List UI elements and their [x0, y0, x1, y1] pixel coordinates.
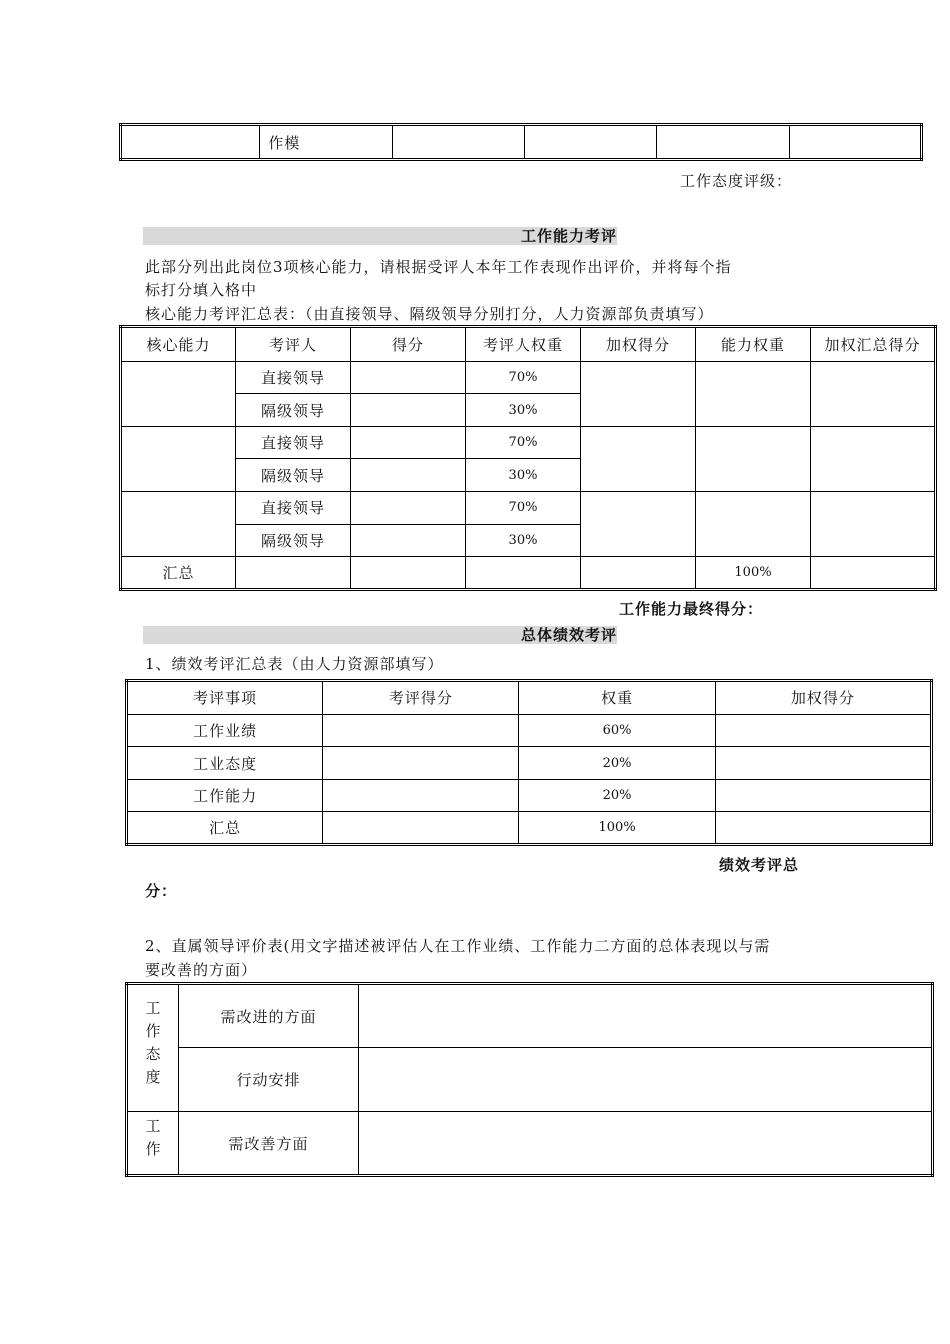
ability-weight-cell[interactable] [696, 426, 811, 491]
score-cell[interactable] [351, 361, 466, 394]
core-ability-table [119, 325, 937, 591]
overall-total-label-part2: 分： [145, 882, 178, 900]
comment-cell[interactable] [359, 1112, 933, 1176]
group-work-label [127, 1112, 179, 1176]
leader-evaluation-table [125, 982, 934, 1177]
item-label: 工作能力 [127, 779, 323, 812]
overall-total-label-part1: 绩效考评总 [719, 856, 800, 874]
ability-section-title: 工作能力考评 [143, 227, 617, 245]
item-weight: 100% [519, 812, 715, 845]
item-weighted-cell[interactable] [715, 812, 931, 845]
row-label: 需改进的方面 [179, 984, 359, 1048]
header-score: 考评得分 [323, 681, 519, 715]
total-label: 汇总 [121, 557, 236, 590]
ability-weight-cell[interactable] [696, 492, 811, 557]
score-cell[interactable] [351, 492, 466, 525]
row-label: 行动安排 [179, 1048, 359, 1112]
evaluator-weight: 70% [466, 426, 581, 459]
item-weight: 20% [519, 779, 715, 812]
total-cell[interactable] [581, 557, 696, 590]
header-evaluator-weight: 考评人权重 [466, 327, 581, 362]
header-score: 得分 [351, 327, 466, 362]
header-item: 考评事项 [127, 681, 323, 715]
header-weighted-score: 加权得分 [715, 681, 931, 715]
total-ability-weight: 100% [696, 557, 811, 590]
group-attitude-text: 工作态度 [143, 1000, 162, 1092]
attitude-rating-label: 工作态度评级： [680, 172, 793, 190]
item-label: 工业态度 [127, 747, 323, 780]
evaluator-weight: 70% [466, 361, 581, 394]
weighted-score-cell[interactable] [581, 426, 696, 491]
score-cell[interactable] [351, 426, 466, 459]
top-row-label: 作模 [260, 125, 392, 160]
item-weighted-cell[interactable] [715, 779, 931, 812]
evaluator-label: 隔级领导 [236, 394, 351, 427]
weighted-total-cell[interactable] [811, 361, 936, 426]
ability-name-cell[interactable] [121, 492, 236, 557]
evaluator-label: 隔级领导 [236, 459, 351, 492]
header-weighted-score: 加权得分 [581, 327, 696, 362]
top-partial-table [119, 123, 923, 161]
item-weight: 20% [519, 747, 715, 780]
evaluator-weight: 30% [466, 524, 581, 557]
item-score-cell[interactable] [323, 779, 519, 812]
evaluator-label: 隔级领导 [236, 524, 351, 557]
item-score-cell[interactable] [323, 747, 519, 780]
header-core-ability: 核心能力 [121, 327, 236, 362]
ability-name-cell[interactable] [121, 426, 236, 491]
overall-section-title: 总体绩效考评 [143, 626, 617, 644]
row-label: 需改善方面 [179, 1112, 359, 1176]
weighted-total-cell[interactable] [811, 426, 936, 491]
evaluator-label: 直接领导 [236, 361, 351, 394]
item-weighted-cell[interactable] [715, 714, 931, 747]
item-score-cell[interactable] [323, 714, 519, 747]
evaluator-weight: 30% [466, 459, 581, 492]
item-label: 汇总 [127, 812, 323, 845]
top-cell-input[interactable] [789, 125, 921, 160]
ability-name-cell[interactable] [121, 361, 236, 426]
performance-summary-table [125, 679, 933, 846]
overall-caption: 1、绩效考评汇总表（由人力资源部填写） [145, 655, 444, 673]
weighted-total-cell[interactable] [811, 492, 936, 557]
item-weighted-cell[interactable] [715, 747, 931, 780]
group-attitude-label [127, 984, 179, 1112]
leader-caption-line2: 要改善的方面） [145, 961, 258, 979]
total-cell[interactable] [236, 557, 351, 590]
group-work-text: 工作 [143, 1118, 162, 1164]
item-label: 工作业绩 [127, 714, 323, 747]
top-cell-input[interactable] [525, 125, 657, 160]
comment-cell[interactable] [359, 984, 933, 1048]
top-cell-input[interactable] [657, 125, 789, 160]
score-cell[interactable] [351, 524, 466, 557]
score-cell[interactable] [351, 394, 466, 427]
comment-cell[interactable] [359, 1048, 933, 1112]
header-weight: 权重 [519, 681, 715, 715]
ability-intro-line1: 此部分列出此岗位3项核心能力，请根据受评人本年工作表现作出评价，并将每个指 [145, 258, 732, 276]
total-cell[interactable] [351, 557, 466, 590]
item-weight: 60% [519, 714, 715, 747]
ability-summary-caption: 核心能力考评汇总表：（由直接领导、隔级领导分别打分，人力资源部负责填写） [145, 305, 714, 323]
top-cell-input[interactable] [392, 125, 524, 160]
evaluator-label: 直接领导 [236, 492, 351, 525]
score-cell[interactable] [351, 459, 466, 492]
top-cell-empty[interactable] [121, 125, 260, 160]
ability-intro-line2: 标打分填入格中 [145, 281, 258, 299]
evaluator-label: 直接领导 [236, 426, 351, 459]
evaluator-weight: 30% [466, 394, 581, 427]
header-ability-weight: 能力权重 [696, 327, 811, 362]
leader-caption-line1: 2、直属领导评价表(用文字描述被评估人在工作业绩、工作能力二方面的总体表现以与需 [145, 937, 771, 955]
header-evaluator: 考评人 [236, 327, 351, 362]
total-cell[interactable] [466, 557, 581, 590]
ability-weight-cell[interactable] [696, 361, 811, 426]
total-cell[interactable] [811, 557, 936, 590]
weighted-score-cell[interactable] [581, 361, 696, 426]
item-score-cell[interactable] [323, 812, 519, 845]
weighted-score-cell[interactable] [581, 492, 696, 557]
ability-final-score-label: 工作能力最终得分： [619, 600, 764, 618]
evaluator-weight: 70% [466, 492, 581, 525]
header-weighted-total: 加权汇总得分 [811, 327, 936, 362]
